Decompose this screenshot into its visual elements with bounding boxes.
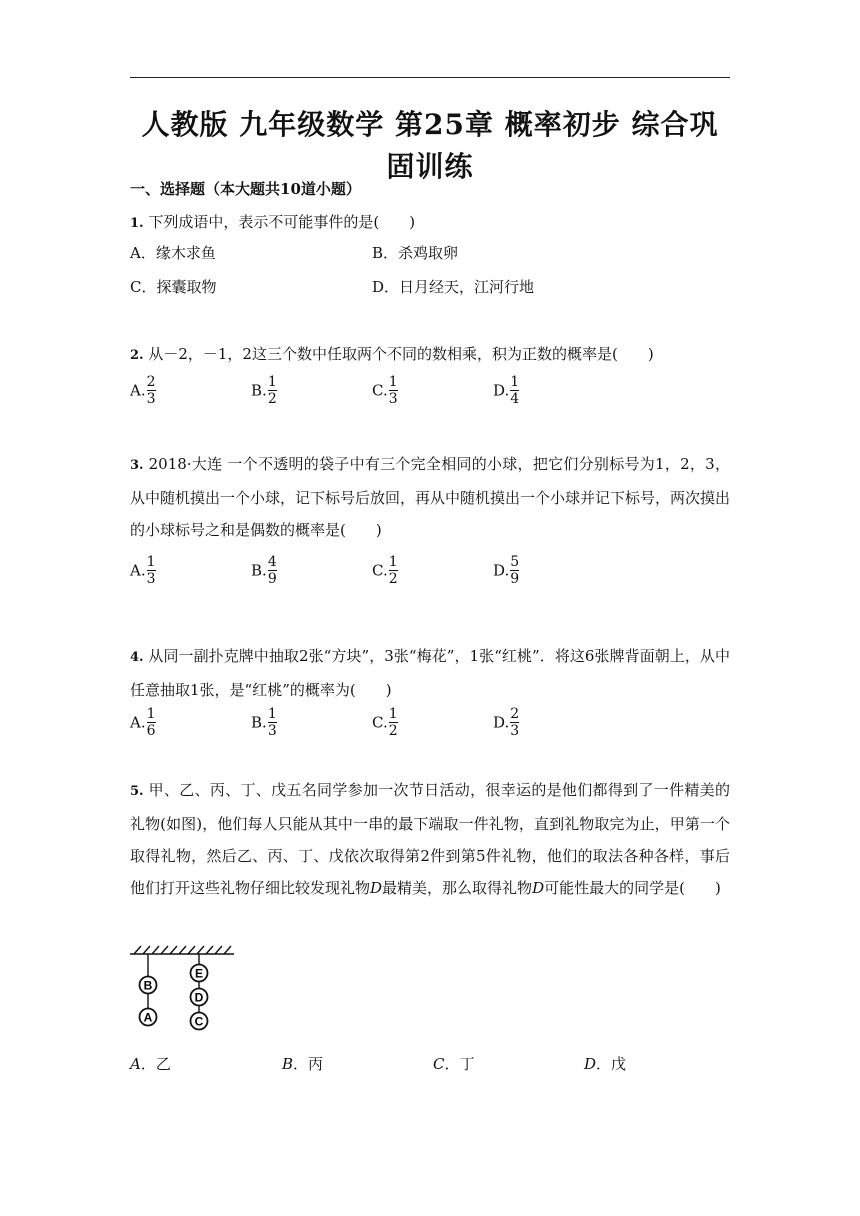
question-2 (130, 338, 730, 372)
gift-d-label: D (194, 990, 204, 1005)
question-number: 4. (130, 650, 144, 665)
question-text: 从同一副扑克牌中抽取2张“方块”，3张“梅花”，1张“红桃”．将这6张牌背面朝上，从中任意抽取1张，是“红桃”的概率为( ) (130, 647, 730, 699)
fraction: $\frac{1}{3}$ (146, 554, 156, 587)
fraction: $\frac{1}{2}$ (267, 374, 277, 407)
q2-option-d: D. $\frac{1}{4}$ (493, 374, 520, 407)
question-text: 下列成语中，表示不可能事件的是( ) (143, 213, 416, 231)
fraction: $\frac{1}{3}$ (267, 706, 277, 739)
q3-option-b: B. $\frac{4}{9}$ (251, 554, 277, 587)
question-3 (130, 448, 730, 546)
fraction: $\frac{1}{3}$ (388, 374, 398, 407)
q4-option-d: D. $\frac{2}{3}$ (493, 706, 520, 739)
title-line-1: 人教版 九年级数学 第25章 概率初步 综合巩 (141, 108, 719, 141)
question-text: 从－2，－1，2这三个数中任取两个不同的数相乘，积为正数的概率是( ) (143, 345, 654, 363)
fraction: $\frac{1}{6}$ (146, 706, 156, 739)
fraction: $\frac{1}{4}$ (510, 374, 520, 407)
header-rule (130, 77, 730, 78)
question-4 (130, 640, 730, 706)
question-number: 1. (130, 216, 144, 231)
q3-option-a: A. $\frac{1}{3}$ (130, 554, 156, 587)
fraction: $\frac{4}{9}$ (267, 554, 277, 587)
gift-b-label: B (143, 978, 153, 993)
q2-option-c: C. $\frac{1}{3}$ (372, 374, 398, 407)
fraction: $\frac{1}{2}$ (388, 706, 398, 739)
q1-option-a: A．缘木求鱼 (130, 244, 216, 262)
question-number: 5. (130, 784, 144, 799)
fraction: $\frac{1}{2}$ (388, 554, 398, 587)
fraction: $\frac{2}{3}$ (146, 374, 156, 407)
q5-option-a: A．乙 (130, 1055, 171, 1073)
gift-c-label: C (194, 1014, 204, 1029)
q4-option-b: B. $\frac{1}{3}$ (251, 706, 277, 739)
q5-option-c: C．丁 (433, 1055, 475, 1073)
q5-option-d: D．戊 (584, 1055, 627, 1073)
section-heading: 一、选择题（本大题共10道小题） (130, 180, 361, 198)
question-5: 5. 甲、乙、丙、丁、戊五名同学参加一次节日活动，很幸运的是他们都得到了一件精美的礼物(如图)，他们每人只能从其中一串的最下端取一件礼物，直到礼物取完为止，甲第一个取得礼物，然后乙、丙、丁、戊依次取得第2件到第5件礼物，他们的取法各种各样，事后他们打开这些礼物仔细比较发现礼物D最精美，那么取得礼物D可能性最大的同学是( ) (130, 781, 730, 897)
hanging-gifts-figure (128, 944, 238, 1044)
gift-a-label: A (143, 1010, 153, 1025)
question-number: 2. (130, 348, 144, 363)
q2-option-a: A. $\frac{2}{3}$ (130, 374, 156, 407)
q1-option-b: B．杀鸡取卵 (372, 244, 459, 262)
gift-e-label: E (194, 966, 204, 981)
q5-option-b: B．丙 (282, 1055, 324, 1073)
question-1 (130, 206, 730, 240)
gift-chain-2 (191, 965, 208, 1030)
page-title (130, 104, 730, 188)
q4-option-a: A. $\frac{1}{6}$ (130, 706, 156, 739)
q2-option-b: B. $\frac{1}{2}$ (251, 374, 277, 407)
q3-option-c: C. $\frac{1}{2}$ (372, 554, 398, 587)
question-number: 3. (130, 458, 144, 473)
q3-option-d: D. $\frac{5}{9}$ (493, 554, 520, 587)
fraction: $\frac{5}{9}$ (510, 554, 520, 587)
q1-option-c: C．探囊取物 (130, 278, 217, 296)
question-text: 2018·大连 一个不透明的袋子中有三个完全相同的小球，把它们分别标号为1，2，3，从中随机摸出一个小球，记下标号后放回，再从中随机摸出一个小球并记下标号，两次摸出的小球标号之和是偶数的概率是( ) (130, 455, 731, 539)
title-line-2: 固训练 (386, 150, 474, 183)
fraction: $\frac{2}{3}$ (510, 706, 520, 739)
q1-option-d: D．日月经天，江河行地 (372, 278, 535, 296)
q4-option-c: C. $\frac{1}{2}$ (372, 706, 398, 739)
